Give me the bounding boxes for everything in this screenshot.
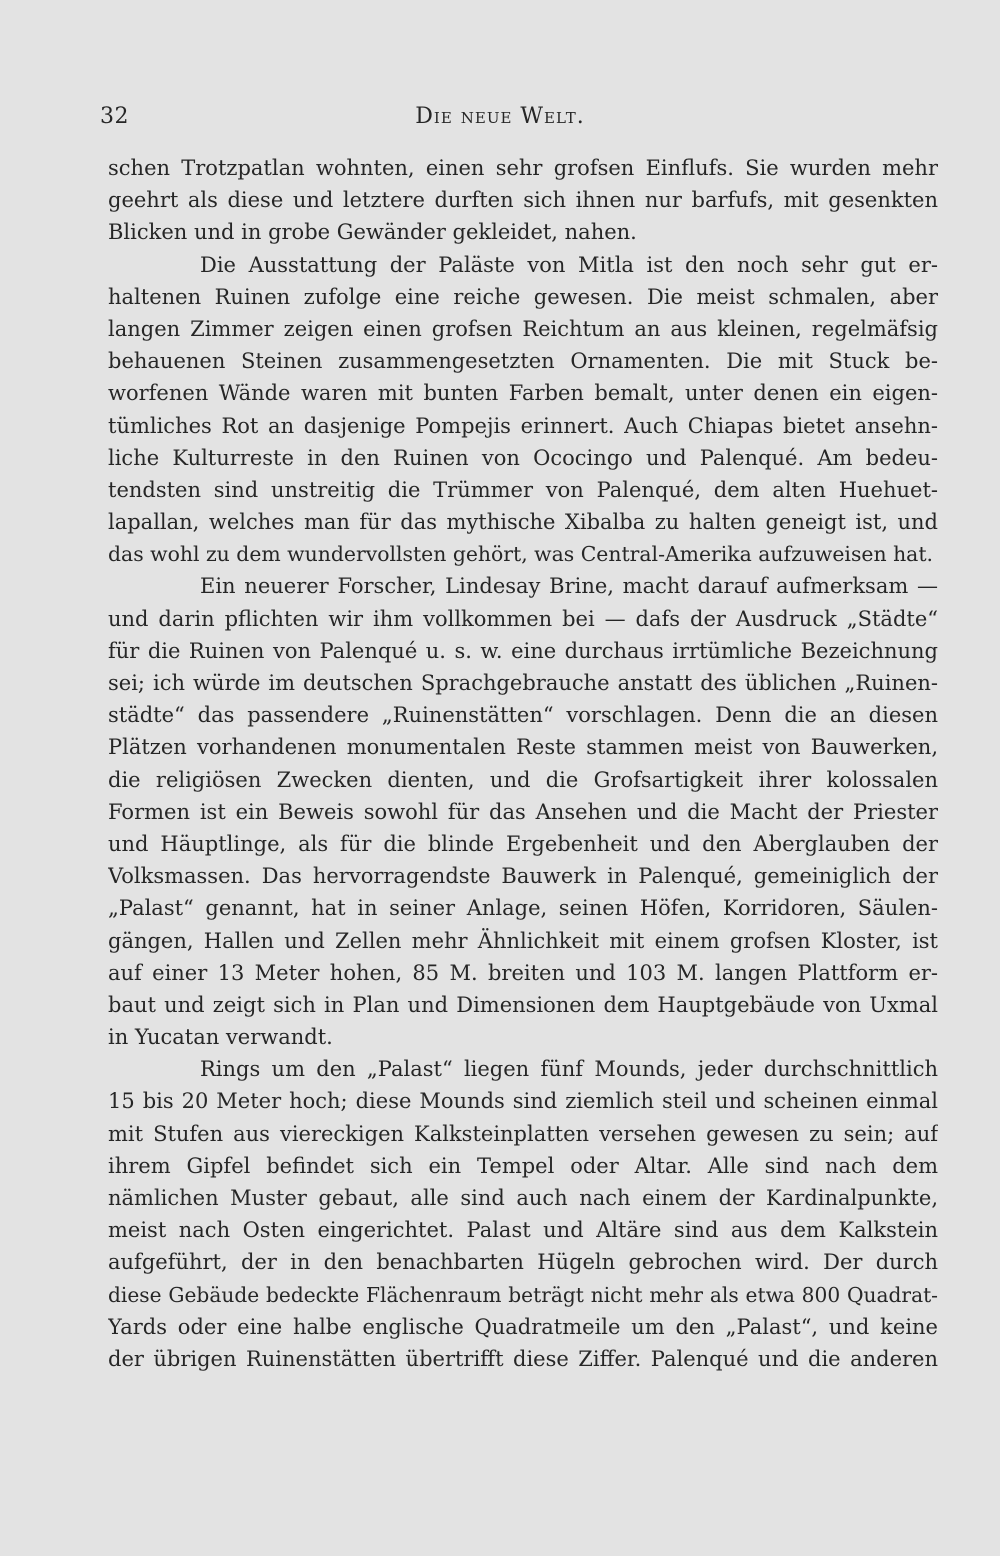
- text-line: Formen ist ein Beweis sowohl für das Ansehen und die Macht der Priester: [108, 799, 938, 824]
- text-line: worfenen Wände waren mit bunten Farben bemalt, unter denen ein eigen-: [108, 381, 938, 406]
- text-line: Plätzen vorhandenen monumentalen Reste stammen meist von Bauwerken,: [108, 735, 938, 760]
- text-line: Blicken und in grobe Gewänder gekleidet, nahen.: [108, 220, 637, 245]
- text-line: Volksmassen. Das hervorragendste Bauwerk in Palenqué, gemeiniglich der: [108, 864, 938, 889]
- running-title: Die neue Welt.: [415, 104, 585, 129]
- text-line: schen Trotzpatlan wohnten, einen sehr grofsen Einflufs. Sie wurden mehr: [108, 156, 938, 180]
- paragraph: [108, 1053, 938, 1375]
- text-line: sei; ich würde im deutschen Sprachgebrauche anstatt des üblichen „Ruinen-: [108, 671, 938, 695]
- text-line: „Palast“ genannt, hat in seiner Anlage, seinen Höfen, Korridoren, Säulen-: [108, 896, 938, 921]
- text-line: Yards oder eine halbe englische Quadratmeile um den „Palast“, und keine: [108, 1314, 938, 1339]
- page-number: 32: [100, 104, 129, 129]
- text-line: für die Ruinen von Palenqué u. s. w. eine durchaus irrtümliche Bezeichnung: [108, 638, 938, 663]
- text-line: meist nach Osten eingerichtet. Palast und Altäre sind aus dem Kalkstein: [108, 1218, 938, 1243]
- text-line: die religiösen Zwecken dienten, und die Grofsartigkeit ihrer kolossalen: [108, 767, 938, 792]
- text-line: städte“ das passendere „Ruinenstätten“ vorschlagen. Denn die an diesen: [108, 703, 938, 728]
- paragraph: [108, 570, 938, 1053]
- text-line: tümliches Rot an dasjenige Pompejis erinnert. Auch Chiapas bietet ansehn-: [108, 413, 938, 438]
- text-line: tendsten sind unstreitig die Trümmer von Palenqué, dem alten Huehuet-: [108, 477, 938, 502]
- paragraph: [108, 152, 938, 249]
- text-line: ihrem Gipfel befindet sich ein Tempel oder Altar. Alle sind nach dem: [108, 1153, 938, 1178]
- paragraph: [108, 249, 938, 571]
- text-line: diese Gebäude bedeckte Flächenraum beträgt nicht mehr als etwa 800 Quadrat-: [108, 1282, 938, 1307]
- text-line: 15 bis 20 Meter hoch; diese Mounds sind ziemlich steil und scheinen einmal: [108, 1089, 938, 1114]
- text-line: Die Ausstattung der Paläste von Mitla ist den noch sehr gut er-: [200, 252, 938, 277]
- text-line: in Yucatan verwandt.: [108, 1025, 333, 1050]
- text-line: auf einer 13 Meter hohen, 85 M. breiten und 103 M. langen Plattform er-: [108, 960, 938, 985]
- body-text: [108, 152, 938, 1375]
- text-line: Ein neuerer Forscher, Lindesay Brine, macht darauf aufmerksam —: [200, 574, 938, 599]
- text-line: und darin pflichten wir ihm vollkommen bei — dafs der Ausdruck „Städte“: [108, 606, 938, 631]
- text-line: geehrt als diese und letztere durften sich ihnen nur barfufs, mit gesenkten: [108, 188, 938, 213]
- text-line: langen Zimmer zeigen einen grofsen Reichtum an aus kleinen, regelmäfsig: [108, 316, 938, 341]
- text-line: liche Kulturreste in den Ruinen von Ococingo und Palenqué. Am bedeu-: [108, 445, 938, 470]
- text-line: lapallan, welches man für das mythische Xibalba zu halten geneigt ist, und: [108, 510, 938, 535]
- text-line: behauenen Steinen zusammengesetzten Ornamenten. Die mit Stuck be-: [108, 349, 938, 374]
- text-line: baut und zeigt sich in Plan und Dimensionen dem Hauptgebäude von Uxmal: [108, 992, 938, 1017]
- text-line: haltenen Ruinen zufolge eine reiche gewesen. Die meist schmalen, aber: [108, 284, 938, 309]
- text-line: mit Stufen aus viereckigen Kalksteinplatten versehen gewesen zu sein; auf: [108, 1121, 938, 1146]
- text-line: und Häuptlinge, als für die blinde Ergebenheit und den Aberglauben der: [108, 831, 938, 856]
- text-line: der übrigen Ruinenstätten übertrifft diese Ziffer. Palenqué und die anderen: [108, 1346, 938, 1371]
- text-line: Rings um den „Palast“ liegen fünf Mounds, jeder durchschnittlich: [200, 1057, 938, 1082]
- text-line: das wohl zu dem wundervollsten gehört, was Central-Amerika aufzuweisen hat.: [108, 542, 933, 567]
- text-line: gängen, Hallen und Zellen mehr Ähnlichkeit mit einem grofsen Kloster, ist: [108, 928, 938, 953]
- text-line: aufgeführt, der in den benachbarten Hügeln gebrochen wird. Der durch: [108, 1250, 938, 1275]
- text-line: nämlichen Muster gebaut, alle sind auch nach einem der Kardinalpunkte,: [108, 1186, 938, 1210]
